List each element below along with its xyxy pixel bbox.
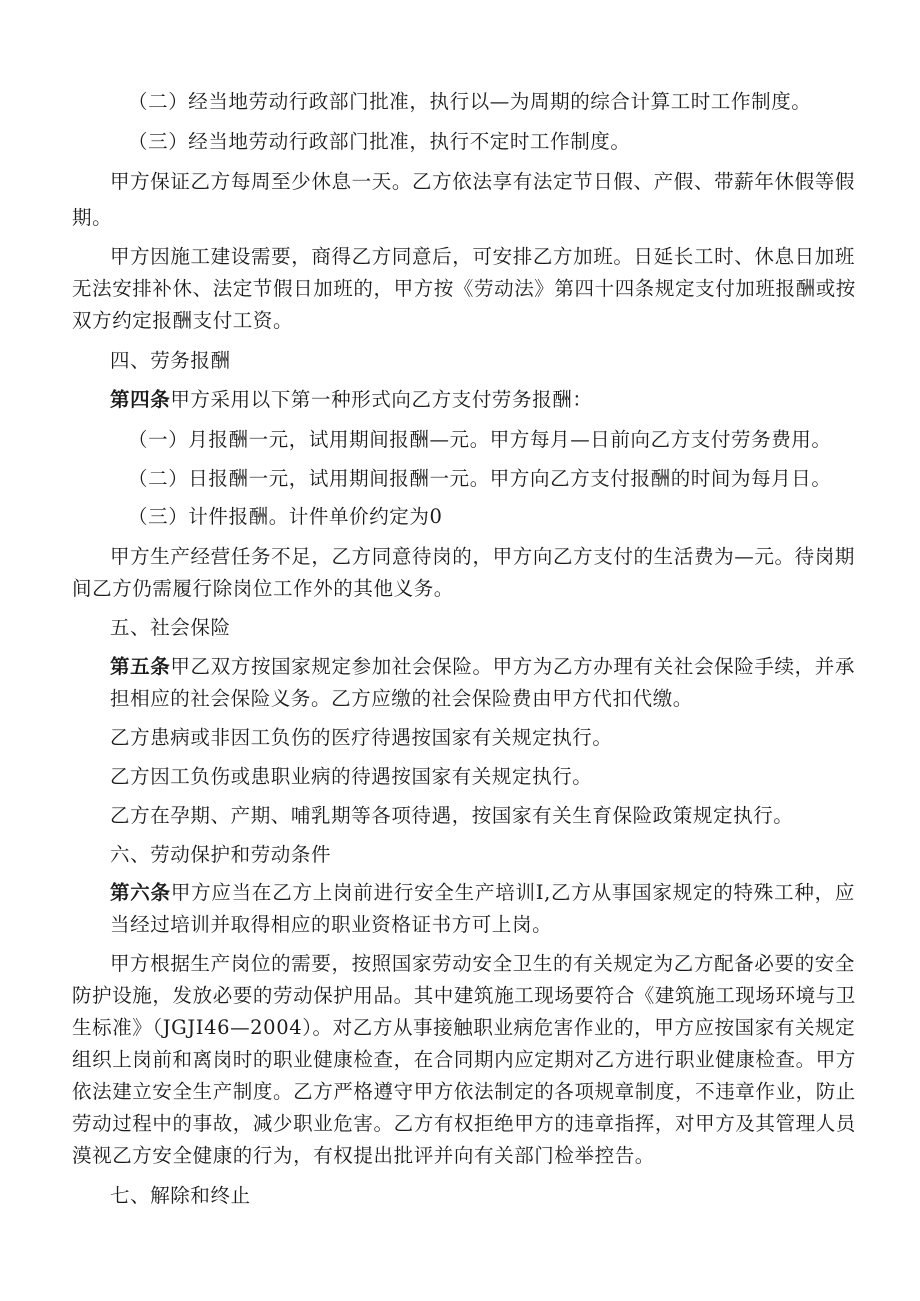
section-heading: 七、解除和终止	[110, 1184, 251, 1207]
article-text: 甲方应当在乙方上岗前进行安全生产培训I,乙方从事国家规定的特殊工种，应	[170, 881, 855, 904]
paragraph-line: 甲方因施工建设需要，商得乙方同意后，可安排乙方加班。日延长工时、休息日加班	[110, 245, 855, 268]
paragraph-line: 防护设施，发放必要的劳动保护用品。其中建筑施工现场要符合《建筑施工现场环境与卫	[72, 984, 856, 1007]
paragraph-line: （二）日报酬一元，试用期间报酬一元。甲方向乙方支付报酬的时间为每月日。	[128, 467, 832, 490]
article-line	[110, 384, 592, 412]
paragraph-line: 乙方患病或非因工负伤的医疗待遇按国家有关规定执行。	[110, 726, 613, 749]
paragraph-line: 期。	[72, 206, 113, 229]
article-number: 第五条	[110, 655, 171, 678]
paragraph-line: （三）经当地劳动行政部门批准，执行不定时工作制度。	[128, 130, 631, 153]
paragraph-line: （三）计件报酬。计件单价约定为0	[128, 505, 443, 528]
article-text: 甲乙双方按国家规定参加社会保险。甲方为乙方办理有关社会保险手续，并承	[170, 655, 855, 678]
paragraph-line: 乙方因工负伤或患职业病的待遇按国家有关规定执行。	[110, 765, 593, 788]
section-heading: 五、社会保险	[110, 616, 231, 639]
paragraph-line: 当经过培训并取得相应的职业资格证书方可上岗。	[110, 913, 553, 936]
article-number: 第六条	[110, 881, 171, 904]
article-line	[110, 651, 855, 679]
paragraph-line: 漠视乙方安全健康的行为，有权提出批评并向有关部门检举控告。	[72, 1144, 655, 1167]
paragraph-line: 劳动过程中的事故，减少职业危害。乙方有权拒绝甲方的违章指挥，对甲方及其管理人员	[72, 1112, 856, 1135]
paragraph-line: 甲方根据生产岗位的需要，按照国家劳动安全卫生的有关规定为乙方配备必要的安全	[110, 952, 855, 975]
section-heading: 六、劳动保护和劳动条件	[110, 843, 332, 866]
paragraph-line: （二）经当地劳动行政部门批准，执行以—为周期的综合计算工时工作制度。	[128, 90, 812, 113]
paragraph-line: 双方约定报酬支付工资。	[72, 309, 294, 332]
paragraph-line: 生标准》（JGJI46—2004）。对乙方从事接触职业病危害作业的，甲方应按国家有关规定	[72, 1016, 856, 1039]
article-number: 第四条	[110, 388, 171, 411]
paragraph-line: 组织上岗前和离岗时的职业健康检查，在合同期内应定期对乙方进行职业健康检查。甲方	[72, 1048, 856, 1071]
paragraph-line: 甲方生产经营任务不足，乙方同意待岗的，甲方向乙方支付的生活费为—元。待岗期	[110, 545, 855, 568]
paragraph-line: 乙方在孕期、产期、哺乳期等各项待遇，按国家有关生育保险政策规定执行。	[110, 804, 794, 827]
paragraph-line: 间乙方仍需履行除岗位工作外的其他义务。	[72, 577, 454, 600]
paragraph-line: 依法建立安全生产制度。乙方严格遵守甲方依法制定的各项规章制度，不违章作业，防止	[72, 1080, 856, 1103]
paragraph-line: （一）月报酬一元，试用期间报酬—元。甲方每月—日前向乙方支付劳务费用。	[128, 428, 832, 451]
section-heading: 四、劳务报酬	[110, 349, 231, 372]
paragraph-line: 担相应的社会保险义务。乙方应缴的社会保险费由甲方代扣代缴。	[110, 687, 693, 710]
article-text: 甲方采用以下第一种形式向乙方支付劳务报酬：	[170, 388, 593, 411]
article-line	[110, 877, 855, 905]
paragraph-line: 甲方保证乙方每周至少休息一天。乙方依法享有法定节日假、产假、带薪年休假等假	[110, 170, 855, 193]
paragraph-line: 无法安排补休、法定节假日加班的，甲方按《劳动法》第四十四条规定支付加班报酬或按	[72, 277, 856, 300]
